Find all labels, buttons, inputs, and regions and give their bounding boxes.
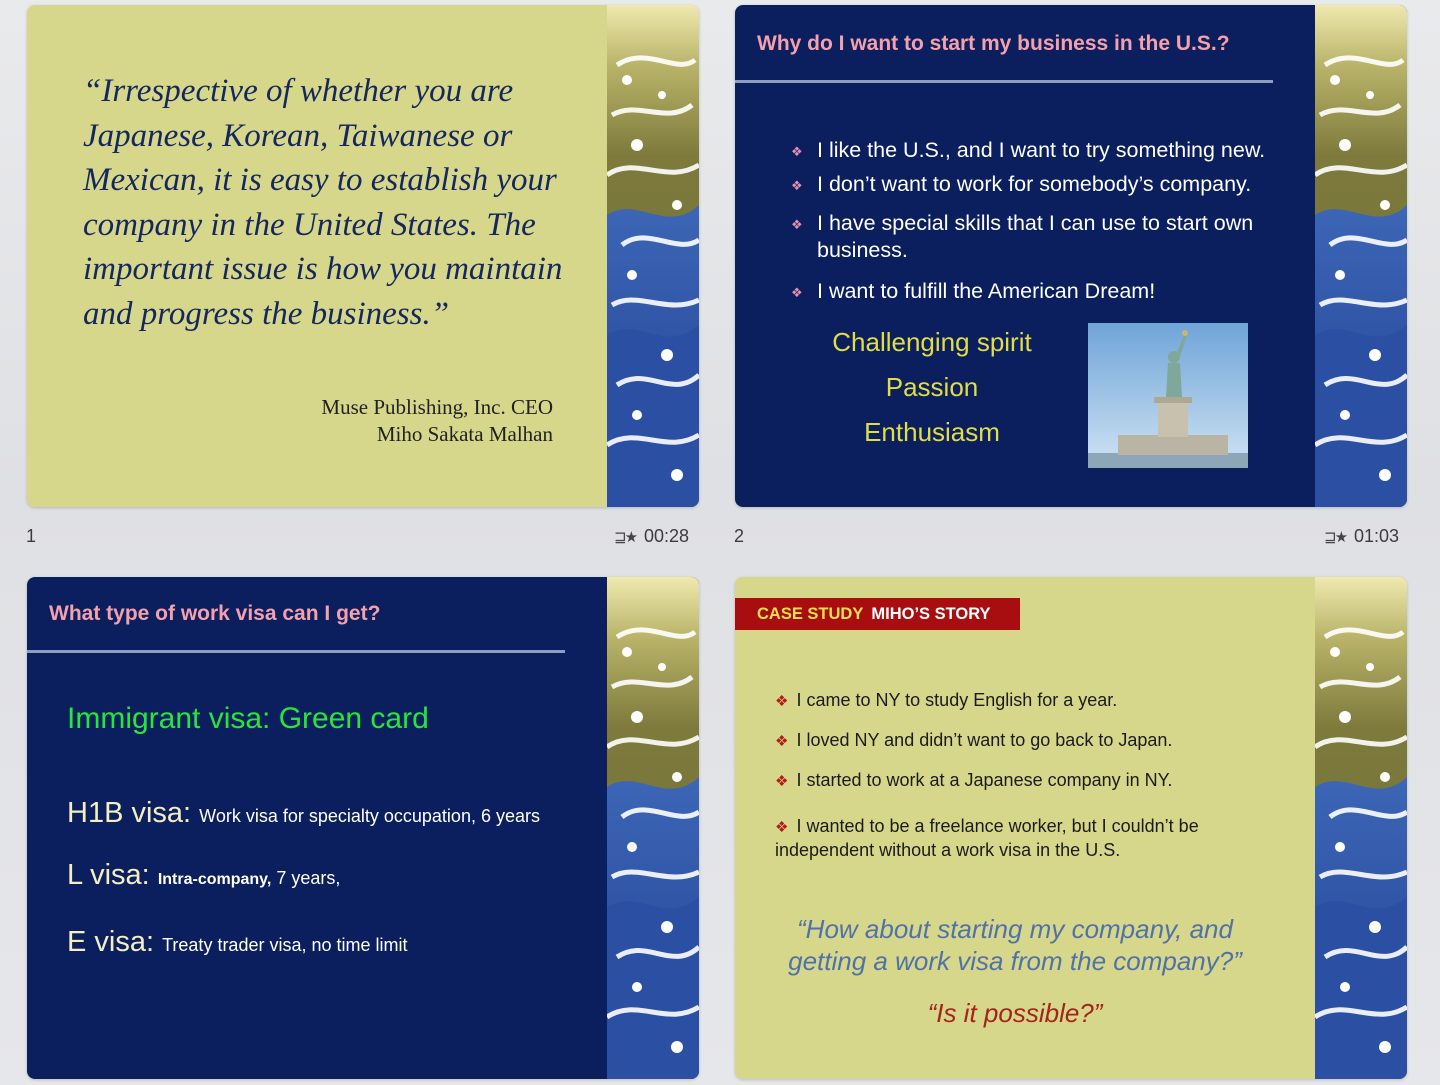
- diamond-bullet-icon: ❖: [791, 178, 803, 193]
- slide-thumbnail-4[interactable]: [735, 577, 1407, 1079]
- slide-1-number: 1: [26, 526, 37, 546]
- list-item: ❖ I wanted to be a freelance worker, but I couldn’t be independent without a work visa in the U.S.: [775, 816, 1199, 860]
- slide-4-blue-quote: “How about starting my company, and getting a work visa from the company?”: [788, 914, 1242, 976]
- slide-2-title: Why do I want to start my business in the U.S.?: [757, 32, 1230, 55]
- diamond-bullet-icon: ❖: [791, 285, 803, 300]
- transition-star-icon: ⊒★: [614, 529, 637, 546]
- slide-4-bullet-list: [775, 689, 1245, 862]
- slide-2-duration: 01:03: [1354, 526, 1400, 546]
- slide-1-timing: [614, 526, 689, 547]
- slide-2-timing: [1324, 526, 1399, 547]
- diamond-bullet-icon: ❖: [775, 693, 789, 710]
- list-item: ❖ I loved NY and didn’t want to go back to Japan.: [775, 730, 1173, 750]
- wave-decoration: [1315, 5, 1407, 507]
- wave-decoration: [607, 577, 699, 1079]
- wave-decoration: [607, 5, 699, 507]
- slide-3-title: What type of work visa can I get?: [49, 602, 381, 625]
- slide-1-attribution-name: Miho Sakata Malhan: [376, 422, 553, 446]
- transition-star-icon: ⊒★: [1324, 529, 1347, 546]
- list-item: ❖ I have special skills that I can use to start own business.: [791, 211, 1254, 262]
- slide-1-duration: 00:28: [644, 526, 690, 546]
- h1b-visa-line: H1B visa: Work visa for specialty occupation, 6 years: [67, 797, 540, 829]
- slide-thumbnail-2[interactable]: [735, 5, 1407, 507]
- statue-of-liberty-image: [1088, 323, 1248, 468]
- list-item: ❖ I don’t want to work for somebody’s company.: [791, 171, 1281, 198]
- e-visa-line: E visa: Treaty trader visa, no time limit: [67, 926, 408, 958]
- slide-thumbnail-3[interactable]: [27, 577, 699, 1079]
- title-divider: [735, 80, 1273, 83]
- list-item: ❖ I came to NY to study English for a year.: [775, 690, 1118, 710]
- slide-2-number: 2: [734, 526, 745, 546]
- list-item: ❖ I want to fulfill the American Dream!: [791, 278, 1281, 305]
- slide-thumbnail-1[interactable]: [27, 5, 699, 507]
- word-passion: Passion: [885, 372, 979, 402]
- word-enthusiasm: Enthusiasm: [864, 417, 1000, 447]
- slide-4-red-quote: “Is it possible?”: [927, 998, 1103, 1028]
- list-item: ❖ I like the U.S., and I want to try something new.: [791, 137, 1281, 164]
- wave-decoration: [1315, 577, 1407, 1079]
- case-study-title: MIHO’S STORY: [871, 605, 991, 623]
- diamond-bullet-icon: ❖: [775, 819, 789, 836]
- slide-1-quote: “Irrespective of whether you are Japanese, Korean, Taiwanese or Mexican, it is easy to establish your company in the United States. The important issue is how you maintain and progress the business.”: [83, 73, 563, 332]
- case-study-label: CASE STUDY: [757, 605, 864, 623]
- case-study-banner: [735, 598, 1020, 630]
- l-visa-line: L visa: Intra-company, 7 years,: [67, 859, 341, 891]
- diamond-bullet-icon: ❖: [791, 217, 803, 232]
- green-card-line: Immigrant visa: Green card: [67, 702, 429, 735]
- slide-1-attribution-company: Muse Publishing, Inc. CEO: [321, 395, 553, 419]
- diamond-bullet-icon: ❖: [775, 733, 789, 750]
- title-divider: [27, 650, 565, 653]
- diamond-bullet-icon: ❖: [775, 773, 789, 790]
- list-item: ❖ I started to work at a Japanese company in NY.: [775, 770, 1173, 790]
- diamond-bullet-icon: ❖: [791, 144, 803, 159]
- word-challenging-spirit: Challenging spirit: [832, 327, 1032, 357]
- slide-2-bullet-list: [791, 137, 1281, 305]
